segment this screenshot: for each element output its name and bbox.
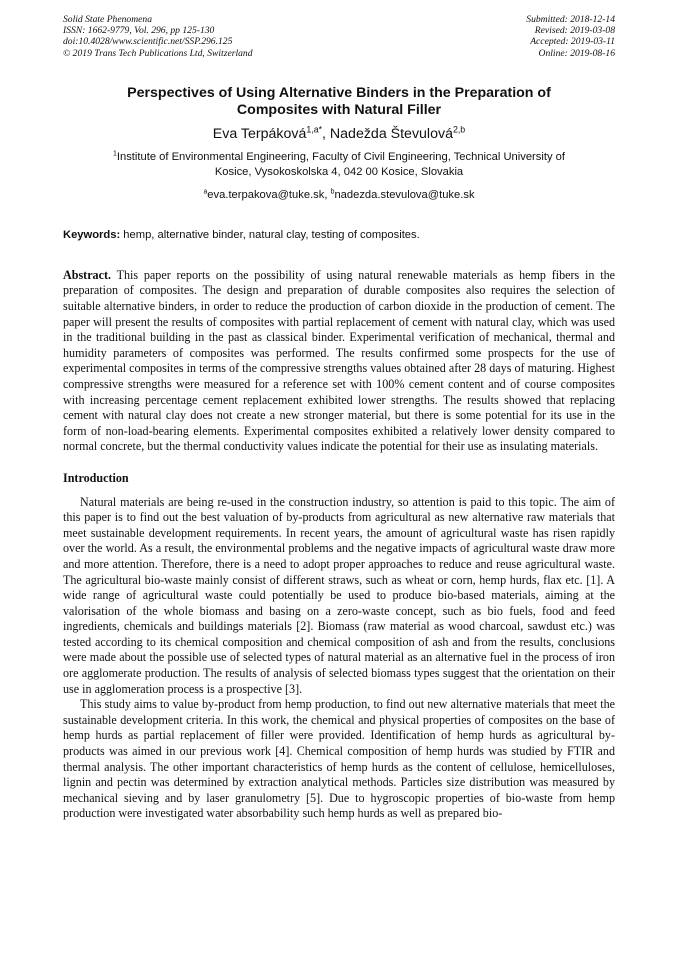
paper-title: [63, 85, 615, 120]
paper-page: [63, 14, 615, 822]
journal-name: Solid State Phenomena: [63, 14, 152, 25]
author-1-affiliation-mark: 1,a*: [306, 124, 323, 135]
affiliation-mark: 1: [113, 150, 117, 158]
affiliation-text-1: Institute of Environmental Engineering, Faculty of Civil Engineering, Technical University of: [116, 150, 565, 163]
title-line-2: Composites with Natural Filler: [236, 102, 442, 119]
affiliation-line-1: [63, 150, 615, 165]
journal-copyright: © 2019 Trans Tech Publications Ltd, Switzerland: [63, 47, 253, 59]
abstract-text: This paper reports on the possibility of using natural renewable materials as hemp fibers in the preparation of composites. The design and preparation of durable composites also requires the selection of suitable alternative binders, in order to reduce the production of carbon dioxide in the production of cement. The paper will present the results of composites with partial replacement of cement with natural clay, which was used in the traditional building in the past as classical binder. Experimental verification of mechanical, thermal and humidity parameters of composites was performed. The results confirmed some prospects for the use of experimental composites in terms of the compressive strengths values obtained after 28 days of maturing. Highest compressive strengths were measured for a reference set with 100% cement content and of course composites with increasing percentage cement replacement exhibited lower strengths. The results showed that replacing cement with natural clay does not create a new stronger material, but there is some potential for its use in the form of non-load-bearing elements. Experimental composites exhibited a relatively lower density compared to normal concrete, but the thermal conductivity values indicate the potential for their use as insulating materials.: [63, 267, 615, 454]
journal-info: [63, 14, 253, 59]
affiliation-line-2: Kosice, Vysokoskolska 4, 042 00 Kosice, Slovakia: [214, 165, 464, 178]
abstract: [63, 268, 615, 455]
online-date: Online: 2019-08-16: [538, 47, 615, 59]
author-list: [63, 125, 615, 143]
title-line-1: Perspectives of Using Alternative Binders in the Preparation of: [127, 84, 551, 101]
email-separator: ,: [324, 188, 331, 201]
submitted-date: Submitted: 2018-12-14: [526, 14, 615, 25]
accepted-date: Accepted: 2019-03-11: [530, 36, 615, 48]
introduction-heading: Introduction: [63, 470, 129, 485]
email-a: eva.terpakova@tuke.sk: [207, 188, 325, 201]
author-emails: [63, 188, 615, 202]
email-a-mark: a: [203, 188, 208, 196]
author-separator: ,: [322, 125, 330, 142]
introduction-paragraph-1: Natural materials are being re-used in the construction industry, so attention is paid to this topic. The aim of this paper is to find out the best valuation of by-products from agricultural as new alternative raw materials that meet sustainable development requirements. In recent years, the amount of agricultural waste has risen rapidly over the world. As a result, the environmental problems and the negative impacts of agricultural waste draw more and more attention. Therefore, there is a need to adopt proper approaches to reduce and reuse agricultural waste. The agricultural bio-waste mainly consist of different straws, such as wheat or corn, hemp hurds, flax etc. [1]. A wide range of agricultural waste could potentially be used to produce bio-based materials, aiming at the valorisation of the whole biomass and basing on a zero-waste concept, such as bio fuels, food and feed ingredients, chemicals and buildings materials [2]. Biomass (raw material as wood charcoal, sawdust etc.) was tested according to its chemical composition and chemical composition of ash and from the results, conclusions were made about the possible use of selected types of natural material as an alternative fuel in the process of iron ore agglomerate production. The results of analysis of selected biomass types suggest that the orientation on their use in agglomeration process is a prospective [3].: [63, 494, 615, 696]
email-b-mark: b: [330, 188, 335, 196]
author-2: Nadežda Števulová: [329, 125, 453, 142]
publication-dates: [526, 14, 615, 59]
abstract-label: Abstract.: [63, 267, 112, 282]
email-b: nadezda.stevulova@tuke.sk: [334, 188, 475, 201]
keywords-text: hemp, alternative binder, natural clay, testing of composites.: [120, 228, 420, 241]
keywords: [63, 228, 615, 242]
journal-header: [63, 14, 615, 59]
keywords-label: Keywords:: [63, 228, 121, 241]
introduction-paragraph-2: This study aims to value by-product from hemp production, to find out new alternative materials that meet the sustainable development criteria. In this work, the chemical and physical properties of composites on the base of hemp hurds as partial replacement of filler were provided. Identification of hemp hurds as agricultural by-products was aimed in our previous work [4]. Chemical composition of hemp hurds was studied by FTIR and thermal analysis. The other important characteristics of hemp hurds as the content of cellulose, hemicelluloses, lignin and pectin was determined by extraction analytical methods. Particles size distribution was measured by mechanical sieving and by laser granulometry [5]. Due to hygroscopic properties of bio-waste from hemp production were investigated water absorbability such hemp hurds as well as prepared bio-: [63, 697, 615, 821]
journal-issn: ISSN: 1662-9779, Vol. 296, pp 125-130: [63, 25, 215, 37]
affiliation: [63, 150, 615, 180]
author-2-affiliation-mark: 2,b: [452, 124, 466, 135]
revised-date: Revised: 2019-03-08: [534, 25, 615, 37]
journal-doi: doi:10.4028/www.scientific.net/SSP.296.125: [63, 36, 233, 48]
author-1: Eva Terpáková: [212, 125, 307, 142]
